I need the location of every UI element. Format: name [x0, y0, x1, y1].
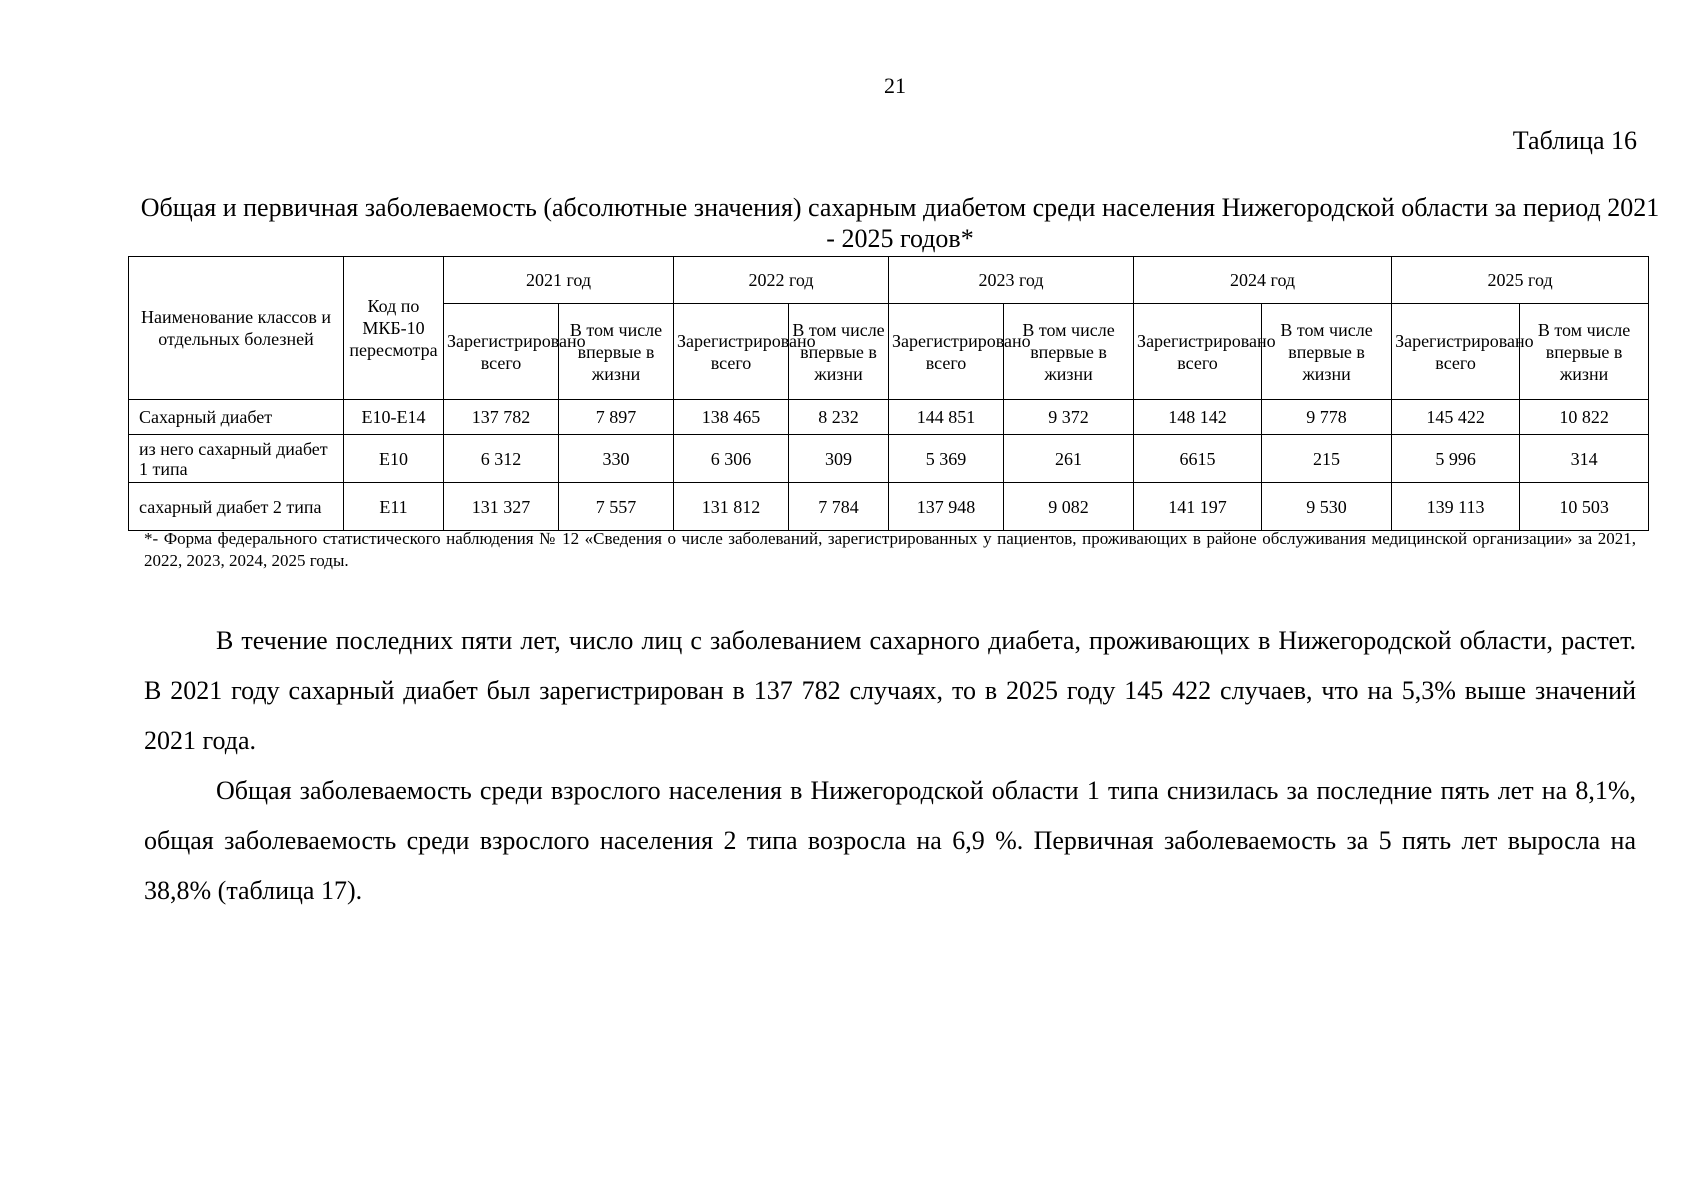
table-cell: 9 372	[1004, 400, 1134, 435]
table-cell: 10 503	[1520, 483, 1649, 531]
table-cell: 6615	[1134, 435, 1262, 483]
paragraph: В течение последних пяти лет, число лиц с заболеванием сахарного диабета, проживающих в Нижегородской области, растет. В 2021 году сахарный диабет был зарегистрирован в 137 782 случаях, то в 2025 году 145 422 случаев, что на 5,3% выше значений 2021 года.	[144, 626, 1636, 755]
table-footnote: *- Форма федерального статистического наблюдения № 12 «Сведения о числе заболеваний, зарегистрированных у пациентов, проживающих в районе обслуживания медицинской организации» за 2021, 2022, 2023, 2024, 2025 годы.	[144, 529, 1636, 570]
table-cell: 9 778	[1262, 400, 1392, 435]
table-cell: 144 851	[889, 400, 1004, 435]
row-code: Е10	[344, 435, 444, 483]
col-header-year: 2023 год	[889, 257, 1134, 304]
row-code: Е11	[344, 483, 444, 531]
row-name: Сахарный диабет	[129, 400, 344, 435]
table-cell: 309	[789, 435, 889, 483]
table-cell: 137 948	[889, 483, 1004, 531]
table-cell: 139 113	[1392, 483, 1520, 531]
col-header-registered: Зарегистрировано всего	[1134, 304, 1262, 400]
table-cell: 6 306	[674, 435, 789, 483]
row-name: из него сахарный диабет 1 типа	[129, 435, 344, 483]
table-cell: 148 142	[1134, 400, 1262, 435]
table-cell: 10 822	[1520, 400, 1649, 435]
table-header-years	[129, 257, 1649, 304]
col-header-first-time: В том числе впервые в жизни	[1262, 304, 1392, 400]
table-cell: 215	[1262, 435, 1392, 483]
table-title: Общая и первичная заболеваемость (абсолютные значения) сахарным диабетом среди населения Нижегородской области за период 2021 - 2025 годов*	[140, 193, 1660, 253]
table-cell: 7 897	[559, 400, 674, 435]
table-cell: 7 557	[559, 483, 674, 531]
table-cell: 5 996	[1392, 435, 1520, 483]
table-label: Таблица 16	[1512, 126, 1637, 155]
row-name: сахарный диабет 2 типа	[129, 483, 344, 531]
table-cell: 9 082	[1004, 483, 1134, 531]
table-cell: 314	[1520, 435, 1649, 483]
table-cell: 138 465	[674, 400, 789, 435]
col-header-year: 2021 год	[444, 257, 674, 304]
table-row	[129, 483, 1649, 531]
table-cell: 9 530	[1262, 483, 1392, 531]
table-cell: 261	[1004, 435, 1134, 483]
row-code: Е10-Е14	[344, 400, 444, 435]
body-text	[144, 616, 1636, 916]
table-row	[129, 400, 1649, 435]
col-header-registered: Зарегистрировано всего	[1392, 304, 1520, 400]
col-header-year: 2025 год	[1392, 257, 1649, 304]
col-header-first-time: В том числе впервые в жизни	[1004, 304, 1134, 400]
col-header-year: 2024 год	[1134, 257, 1392, 304]
table-cell: 330	[559, 435, 674, 483]
col-header-registered: Зарегистрировано всего	[674, 304, 789, 400]
table-cell: 145 422	[1392, 400, 1520, 435]
col-header-year: 2022 год	[674, 257, 889, 304]
morbidity-table	[128, 256, 1649, 531]
table-cell: 131 812	[674, 483, 789, 531]
col-header-name: Наименование классов и отдельных болезней	[129, 257, 344, 400]
table-cell: 131 327	[444, 483, 559, 531]
table-cell: 8 232	[789, 400, 889, 435]
col-header-registered: Зарегистрировано всего	[444, 304, 559, 400]
col-header-code: Код по МКБ-10 пересмотра	[344, 257, 444, 400]
table-cell: 6 312	[444, 435, 559, 483]
table-cell: 137 782	[444, 400, 559, 435]
col-header-registered: Зарегистрировано всего	[889, 304, 1004, 400]
table-cell: 5 369	[889, 435, 1004, 483]
page-number: 21	[884, 73, 906, 98]
col-header-first-time: В том числе впервые в жизни	[789, 304, 889, 400]
col-header-first-time: В том числе впервые в жизни	[559, 304, 674, 400]
paragraph: Общая заболеваемость среди взрослого населения в Нижегородской области 1 типа снизилась за последние пять лет на 8,1%, общая заболеваемость среди взрослого населения 2 типа возросла на 6,9 %. Первичная заболеваемость за 5 пять лет выросла на 38,8% (таблица 17).	[144, 776, 1636, 905]
table-cell: 7 784	[789, 483, 889, 531]
col-header-first-time: В том числе впервые в жизни	[1520, 304, 1649, 400]
table-row	[129, 435, 1649, 483]
table-cell: 141 197	[1134, 483, 1262, 531]
